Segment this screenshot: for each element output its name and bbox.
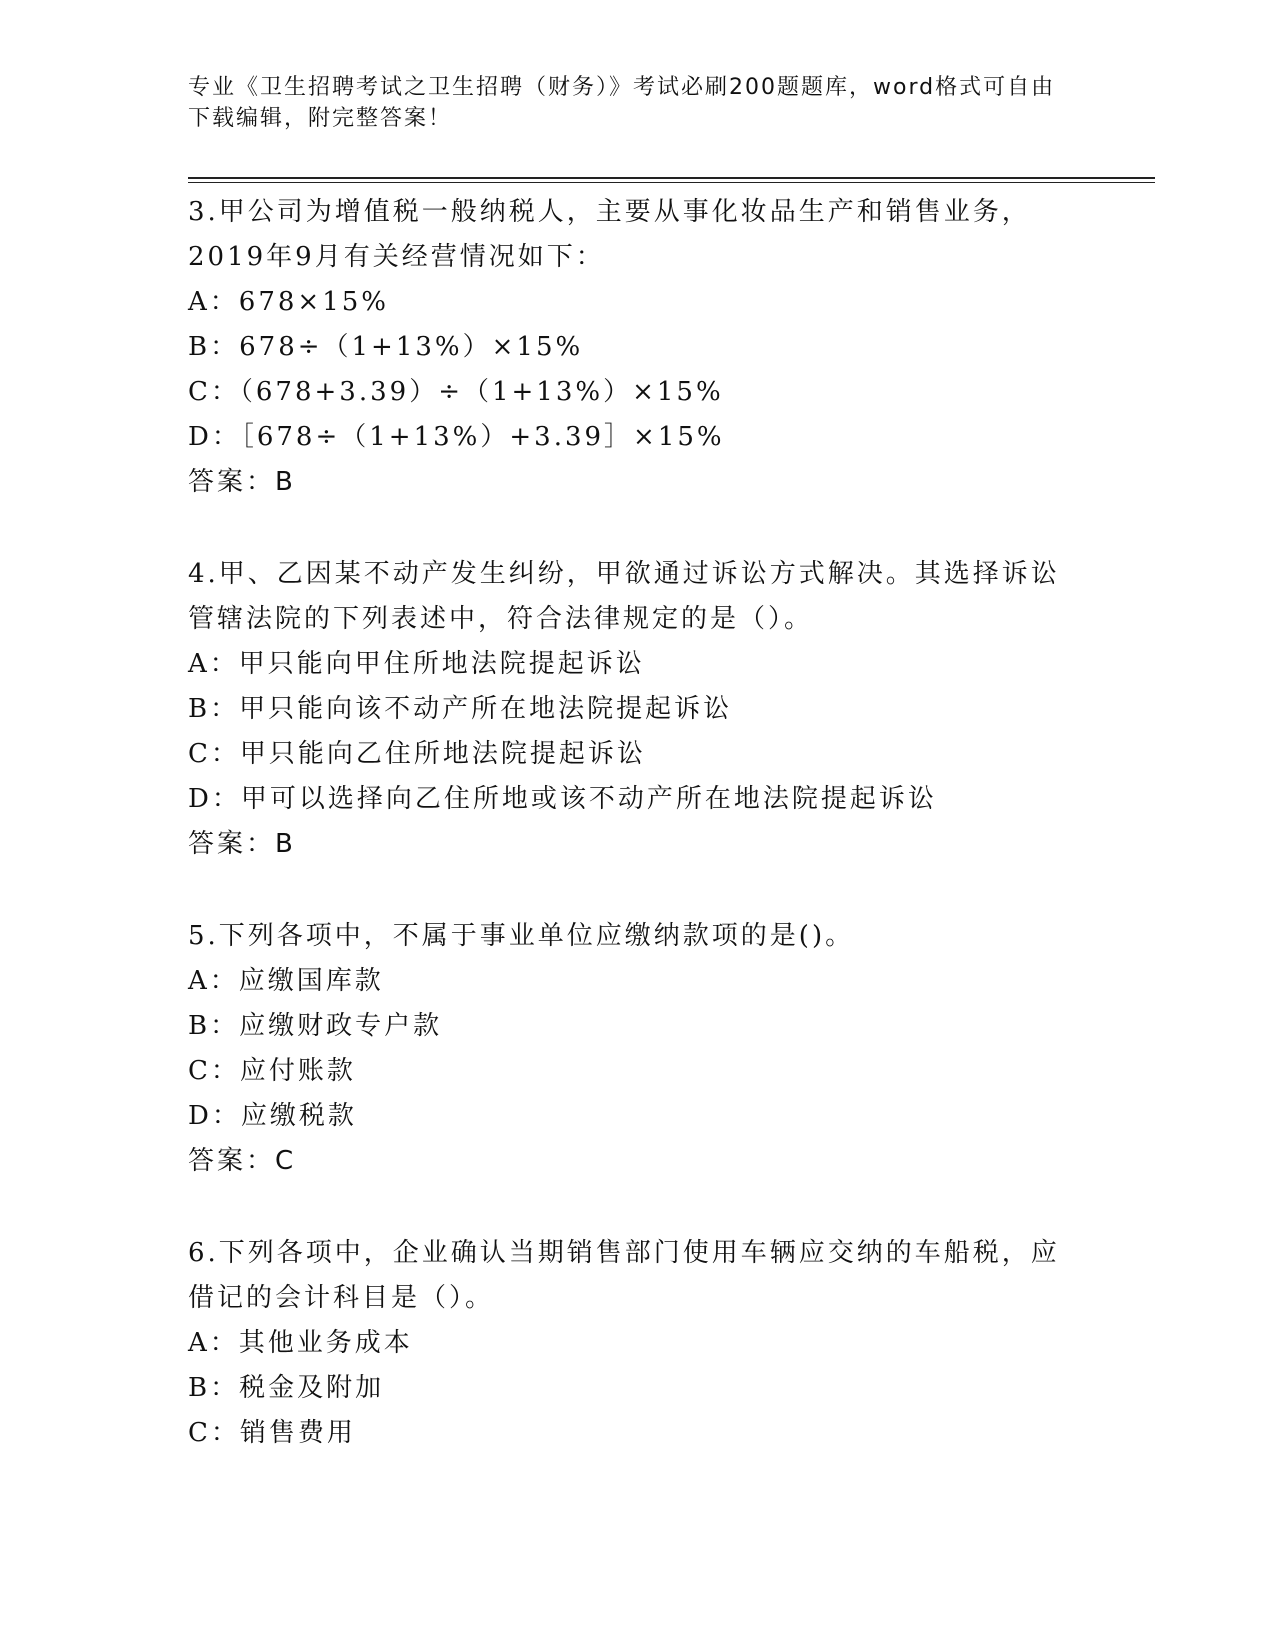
option-a: A：其他业务成本: [188, 1328, 413, 1358]
question-list: [188, 190, 1088, 1503]
option-c: C：甲只能向乙住所地法院提起诉讼: [188, 739, 646, 769]
question-item: [188, 914, 1088, 1184]
option-b: B：678÷（1+13%）×15%: [188, 332, 584, 362]
header-divider-thin: [188, 182, 1155, 183]
question-stem: 3.甲公司为增值税一般纳税人，主要从事化妆品生产和销售业务，2019年9月有关经营情况如下：: [188, 197, 1031, 272]
answer-line: 答案：C: [188, 1146, 297, 1176]
answer-line: 答案：B: [188, 467, 296, 497]
option-d: D：甲可以选择向乙住所地或该不动产所在地法院提起诉讼: [188, 784, 937, 814]
question-stem: 6.下列各项中，企业确认当期销售部门使用车辆应交纳的车船税，应借记的会计科目是（）。: [188, 1238, 1060, 1313]
option-b: B：税金及附加: [188, 1373, 385, 1403]
option-c: C：销售费用: [188, 1418, 356, 1448]
option-d: D：［678÷（1+13%）+3.39］×15%: [188, 422, 725, 452]
option-b: B：甲只能向该不动产所在地法院提起诉讼: [188, 694, 733, 724]
question-stem: 5.下列各项中，不属于事业单位应缴纳款项的是()。: [188, 921, 855, 951]
question-item: [188, 552, 1088, 867]
option-a: A：678×15%: [188, 287, 389, 317]
header-divider: [188, 177, 1155, 179]
option-b: B：应缴财政专户款: [188, 1011, 443, 1041]
option-a: A：甲只能向甲住所地法院提起诉讼: [188, 649, 645, 679]
option-d: D：应缴税款: [188, 1101, 357, 1131]
question-stem: 4.甲、乙因某不动产发生纠纷，甲欲通过诉讼方式解决。其选择诉讼管辖法院的下列表述中，符合法律规定的是（）。: [188, 559, 1060, 634]
option-c: C：（678+3.39）÷（1+13%）×15%: [188, 377, 724, 407]
question-item: [188, 190, 1088, 505]
answer-line: 答案：B: [188, 829, 296, 859]
option-a: A：应缴国库款: [188, 966, 384, 996]
document-header: 专业《卫生招聘考试之卫生招聘（财务）》考试必刷200题题库，word格式可自由下载编辑，附完整答案！: [188, 75, 1056, 131]
question-item: [188, 1231, 1088, 1456]
option-c: C：应付账款: [188, 1056, 356, 1086]
